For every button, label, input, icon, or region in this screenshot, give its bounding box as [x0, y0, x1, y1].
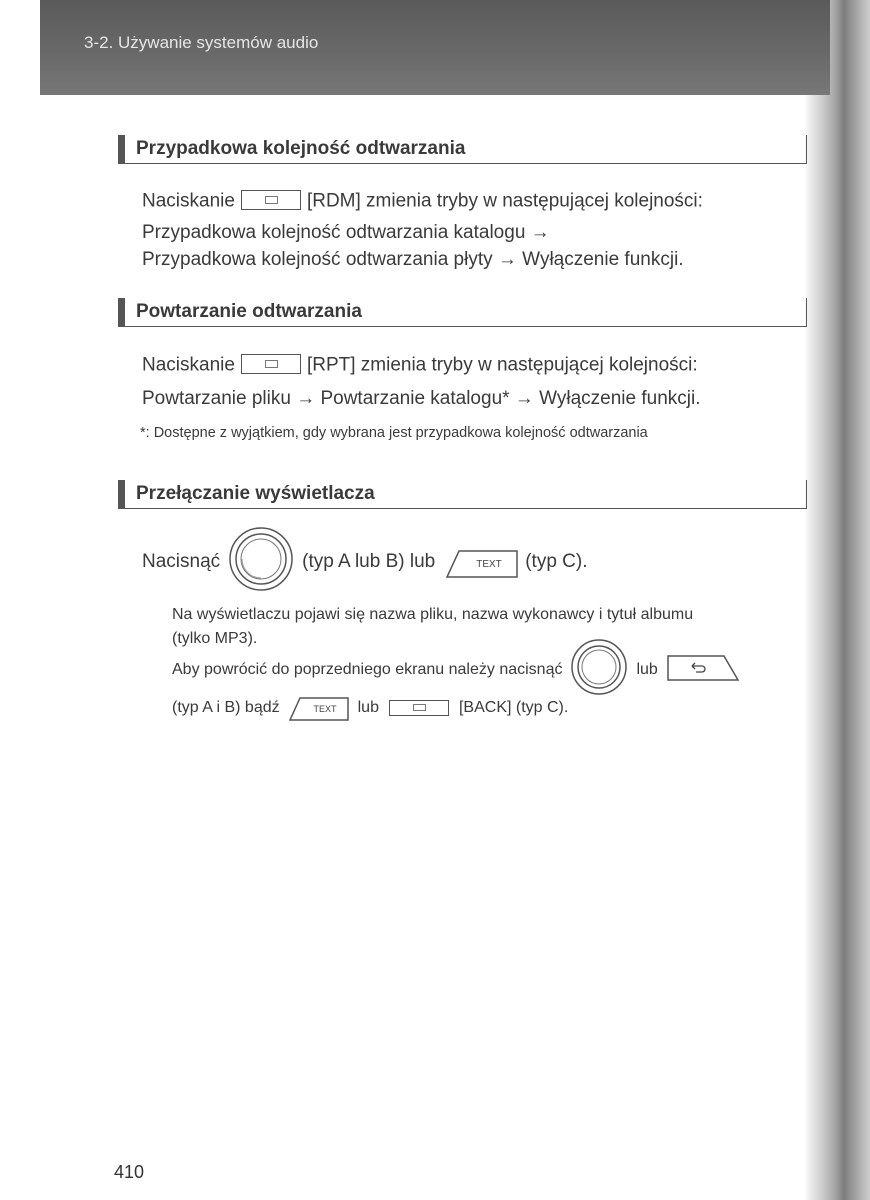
section-title: Przypadkowa kolejność odtwarzania — [136, 138, 466, 159]
rpt-button-icon — [241, 354, 301, 374]
text-button-icon — [288, 694, 350, 722]
text-line: (tylko MP3). — [172, 630, 258, 647]
text-fragment: (typ A lub B) lub — [302, 550, 436, 572]
tune-knob-icon — [570, 638, 628, 701]
section-heading-repeat — [118, 298, 807, 327]
section-heading-random — [118, 135, 807, 164]
page-number: 410 — [114, 1162, 145, 1182]
text-key-label: TEXT — [313, 704, 337, 714]
text-fragment: [RDM] zmienia tryby w następującej kolejności: — [306, 190, 703, 212]
text-fragment: Aby powrócić do poprzedniego ekranu należy nacisnąć — [172, 660, 563, 678]
text-line: Powtarzanie pliku → Powtarzanie katalogu* → Wyłączenie funkcji. — [142, 388, 701, 409]
text-line — [142, 354, 698, 377]
chapter-title: 3-2. Używanie systemów audio — [84, 33, 319, 52]
section-title: Przełączanie wyświetlacza — [136, 483, 375, 504]
text-fragment: (typ C). — [525, 550, 588, 572]
section-title: Powtarzanie odtwarzania — [136, 301, 362, 322]
footnote: *: Dostępne z wyjątkiem, gdy wybrana jest przypadkowa kolejność odtwarzania — [140, 425, 648, 441]
text-fragment: lub — [636, 660, 658, 678]
text-line: Na wyświetlaczu pojawi się nazwa pliku, nazwa wykonawcy i tytuł albumu — [172, 606, 694, 623]
back-button-icon — [666, 652, 740, 687]
text-line — [172, 638, 740, 701]
text-key-label: TEXT — [476, 558, 503, 570]
text-fragment: (typ A i B) bądź — [172, 699, 280, 716]
page-edge-shadow — [805, 0, 870, 1200]
tune-knob-icon — [228, 526, 294, 597]
back-button-icon — [389, 700, 449, 716]
text-line — [172, 694, 568, 722]
rdm-button-icon — [241, 190, 301, 210]
text-fragment: Naciskanie — [142, 190, 235, 212]
text-fragment: [RPT] zmienia tryby w następującej kolejności: — [306, 354, 698, 376]
text-fragment: Nacisnąć — [142, 550, 221, 572]
text-fragment: [BACK] (typ C). — [458, 699, 569, 716]
text-line: Przypadkowa kolejność odtwarzania katalogu → — [142, 222, 550, 243]
text-fragment: lub — [357, 699, 379, 716]
text-fragment: Naciskanie — [142, 354, 235, 376]
text-line — [142, 190, 703, 213]
text-line: Przypadkowa kolejność odtwarzania płyty → Wyłączenie funkcji. — [142, 249, 684, 270]
chapter-header — [40, 0, 830, 95]
text-button-icon — [445, 547, 515, 577]
text-line — [142, 526, 588, 597]
section-heading-display — [118, 480, 807, 509]
